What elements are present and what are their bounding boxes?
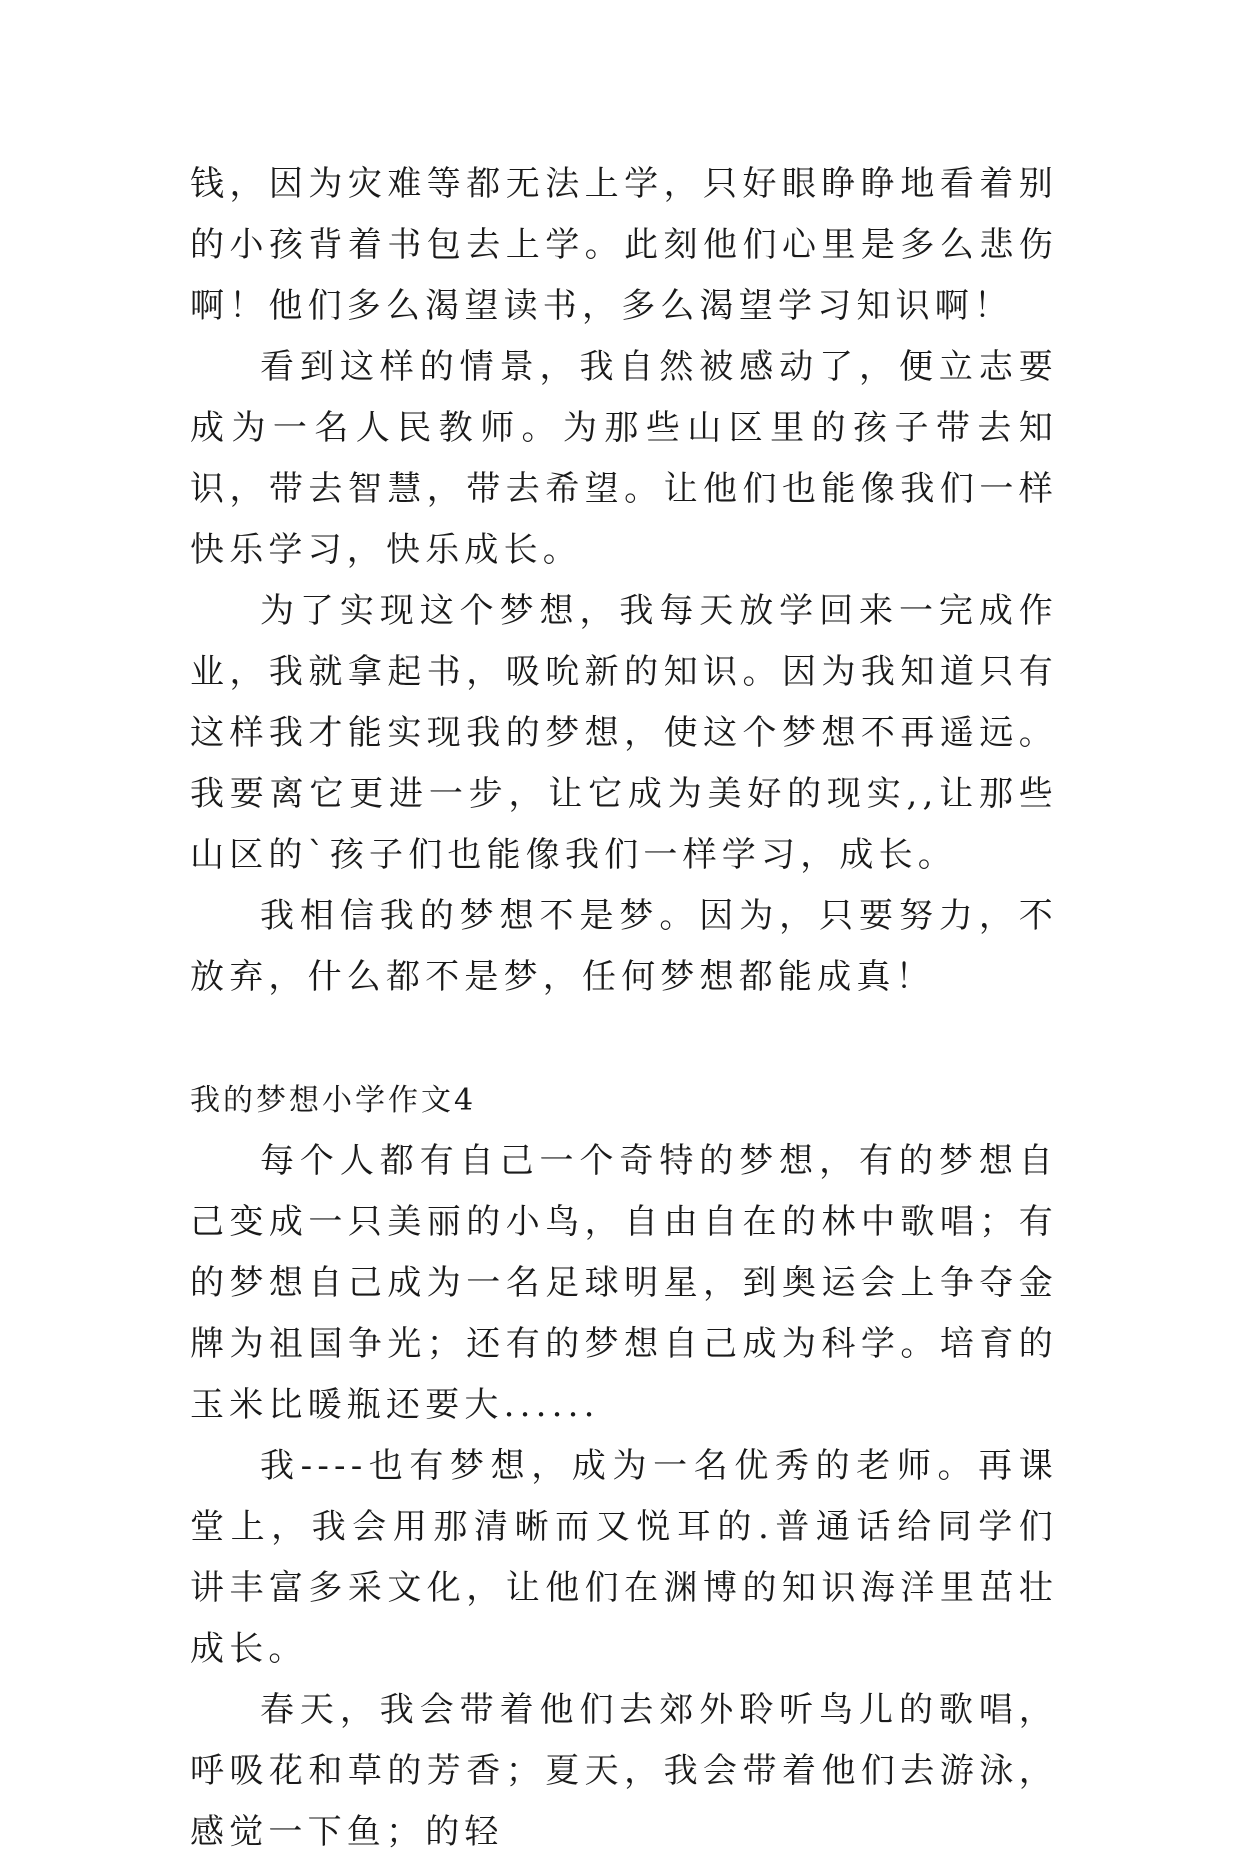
paragraph-dreams: 每个人都有自己一个奇特的梦想，有的梦想自己变成一只美丽的小鸟，自由自在的林中歌唱；有的梦想自己成为一名足球明星，到奥运会上争夺金牌为祖国争光；还有的梦想自己成为科学。培育的玉米比暖瓶还要大...... [190, 1141, 1058, 1425]
paragraph-continuation: 钱，因为灾难等都无法上学，只好眼睁睁地看着别的小孩背着书包去上学。此刻他们心里是多么悲伤啊！他们多么渴望读书，多么渴望学习知识啊！ [190, 164, 1058, 326]
paragraph-my-dream: 我----也有梦想，成为一名优秀的老师。再课堂上，我会用那清晰而又悦耳的.普通话给同学们讲丰富多采文化，让他们在渊博的知识海洋里茁壮成长。 [190, 1446, 1058, 1669]
paragraph-pursuit: 为了实现这个梦想，我每天放学回来一完成作业，我就拿起书，吸吮新的知识。因为我知道只有这样我才能实现我的梦想，使这个梦想不再遥远。我要离它更进一步，让它成为美好的现实,,让那些山区的`孩子们也能像我们一样学习，成长。 [190, 591, 1058, 875]
document-page [190, 154, 1058, 1863]
section-title: 我的梦想小学作文4 [190, 1083, 477, 1118]
paragraph-teacher-aspiration: 看到这样的情景，我自然被感动了，便立志要成为一名人民教师。为那些山区里的孩子带去知识，带去智慧，带去希望。让他们也能像我们一样快乐学习，快乐成长。 [190, 347, 1058, 570]
paragraph-belief: 我相信我的梦想不是梦。因为，只要努力，不放弃，什么都不是梦，任何梦想都能成真！ [190, 896, 1058, 997]
paragraph-seasons: 春天，我会带着他们去郊外聆听鸟儿的歌唱，呼吸花和草的芳香；夏天，我会带着他们去游泳，感觉一下鱼；的轻 [190, 1690, 1058, 1852]
